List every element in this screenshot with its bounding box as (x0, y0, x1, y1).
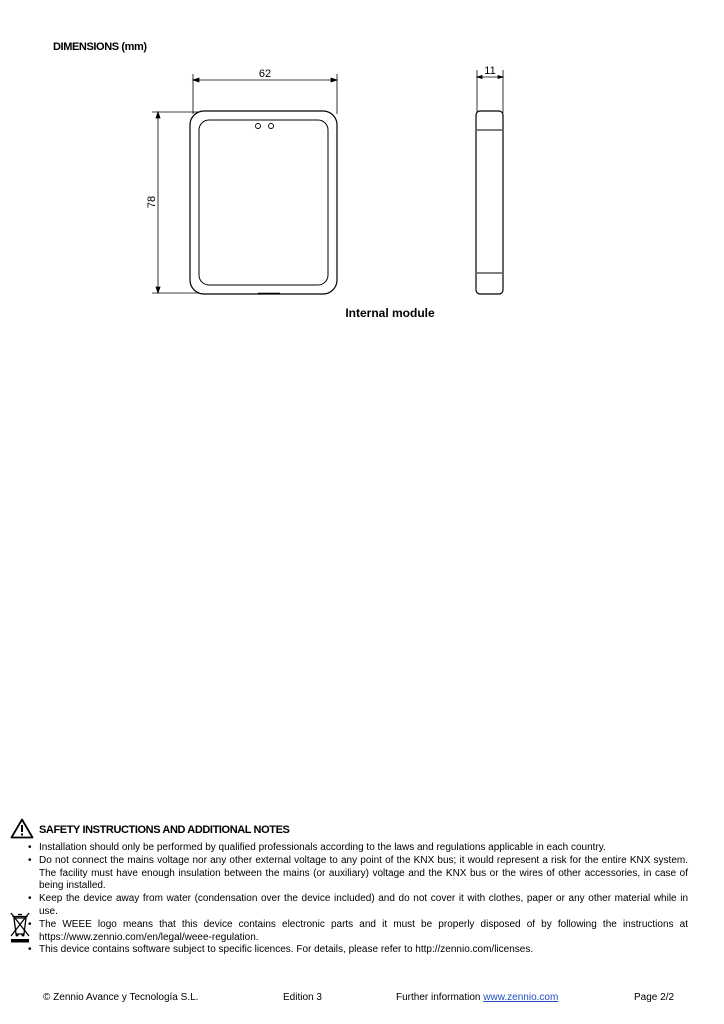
depth-label: 11 (484, 65, 496, 77)
dimension-drawing (0, 0, 724, 340)
height-label: 78 (146, 195, 158, 209)
led-indicator-left (256, 124, 261, 129)
safety-note: • The WEEE logo means that this device contains electronic parts and it must be properly disposed of by following the instructions at https://www.zennio.com/en/legal/weee-regulation. (28, 919, 688, 945)
side-view (476, 111, 503, 294)
footer-further-info (396, 992, 558, 1003)
width-label: 62 (258, 68, 272, 80)
safety-notes-list (28, 842, 688, 957)
safety-note: • Keep the device away from water (condensation over the device included) and do not cover it with clothes, paper or any other material while in use. (28, 893, 688, 919)
led-indicator-right (269, 124, 274, 129)
height-dimension (152, 112, 200, 293)
front-view (190, 111, 337, 294)
dimensions-heading: DIMENSIONS (mm) (53, 41, 147, 53)
safety-note: • Installation should only be performed by qualified professionals according to the laws and regulations applicable in each country. (28, 842, 688, 855)
footer-edition: Edition 3 (283, 992, 322, 1003)
footer-info-label: Further information (396, 992, 481, 1003)
drawing-caption: Internal module (345, 306, 435, 320)
warning-triangle-icon (10, 818, 34, 844)
safety-note: • This device contains software subject to specific licences. For details, please refer to http://zennio.com/licenses. (28, 944, 688, 957)
weee-crossed-bin-icon (9, 910, 31, 949)
width-dimension (193, 74, 337, 114)
safety-title: SAFETY INSTRUCTIONS AND ADDITIONAL NOTES (39, 824, 290, 836)
footer-page-number: Page 2/2 (634, 992, 675, 1003)
footer-company: © Zennio Avance y Tecnología S.L. (43, 992, 199, 1003)
footer-website-link[interactable]: www.zennio.com (483, 992, 559, 1003)
safety-note: • Do not connect the mains voltage nor any other external voltage to any point of the KNX bus; it would represent a risk for the entire KNX system. The facility must have enough insulation between the mains (or auxiliary) voltage and the KNX bus or the wires of other accessories, in case of being installed. (28, 855, 688, 893)
